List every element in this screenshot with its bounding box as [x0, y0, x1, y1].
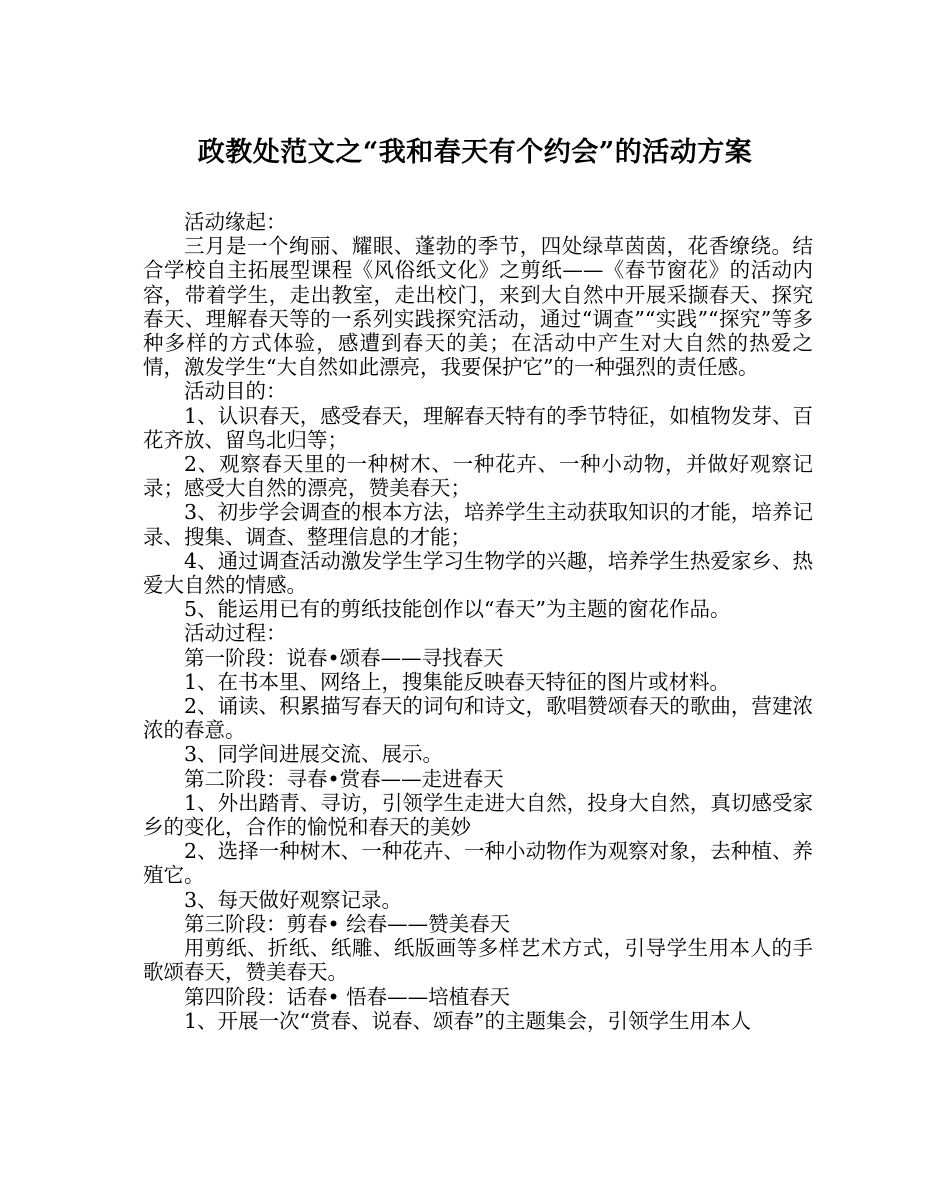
section-heading-origin: 活动缘起：: [184, 210, 287, 234]
stage-1-item-2: 2、诵读、积累描写春天的词句和诗文，歌唱赞颂春天的歌曲，营建浓浓的春意。: [143, 694, 813, 743]
document-body: [143, 210, 813, 1033]
section-heading-process: 活动过程：: [184, 621, 287, 646]
stage-3-heading: 第三阶段：剪春• 绘春——赞美春天: [184, 911, 511, 936]
stage-2-item-1: 1、外出踏青、寻访，引领学生走进大自然，投身大自然，真切感受家乡的变化，合作的愉悦和春天的美妙: [143, 790, 813, 840]
goal-item-1: 1、认识春天，感受春天，理解春天特有的季节特征，如植物发芽、百花齐放、留鸟北归等；: [143, 403, 813, 452]
stage-2-heading: 第二阶段：寻春•赏春——走进春天: [184, 766, 504, 791]
stage-4-item-1: 1、开展一次“赏春、说春、颂春”的主题集会，引领学生用本人: [184, 1008, 752, 1033]
paragraph-origin-text: 三月是一个绚丽、耀眼、蓬勃的季节，四处绿草茵茵，花香缭绕。结合学校自主拓展型课程《风俗纸文化》之剪纸——《春节窗花》的活动内容，带着学生，走出教室，走出校门，来到大自然中开展采撷春天、探究春天、理解春天等的一系列实践探究活动，通过“调查”“实践”“探究”等多种多样的方式体验，感遭到春天的美；在活动中产生对大自然的热爱之情，激发学生“大自然如此漂亮，我要保护它”的一种强烈的责任感。: [143, 234, 813, 380]
stage-2-item-3: 3、每天做好观察记录。: [184, 887, 403, 912]
goal-item-4: 4、通过调查活动激发学生学习生物学的兴趣，培养学生热爱家乡、热爱大自然的情感。: [143, 548, 813, 598]
goal-item-5: 5、能运用已有的剪纸技能创作以“春天”为主题的窗花作品。: [184, 597, 731, 622]
goal-item-2: 2、观察春天里的一种树木、一种花卉、一种小动物，并做好观察记录；感受大自然的漂亮，赞美春天；: [143, 452, 813, 501]
stage-1-item-3: 3、同学间进展交流、展示。: [184, 742, 444, 767]
document-title: 政教处范文之“我和春天有个约会”的活动方案: [197, 137, 753, 168]
stage-4-heading: 第四阶段：话春• 悟春——培植春天: [184, 984, 511, 1009]
stage-2-item-2: 2、选择一种树木、一种花卉、一种小动物作为观察对象，去种植、养殖它。: [143, 839, 813, 888]
goal-item-3: 3、初步学会调查的根本方法，培养学生主动获取知识的才能，培养记录、搜集、调查、整理信息的才能；: [143, 500, 813, 549]
section-heading-goals: 活动目的：: [184, 379, 287, 404]
stage-1-heading: 第一阶段：说春•颂春——寻找春天: [184, 645, 504, 670]
stage-1-item-1: 1、在书本里、网络上，搜集能反映春天特征的图片或材料。: [184, 669, 731, 694]
stage-3-text: 用剪纸、折纸、纸雕、纸版画等多样艺术方式，引导学生用本人的手歌颂春天，赞美春天。: [143, 936, 813, 985]
